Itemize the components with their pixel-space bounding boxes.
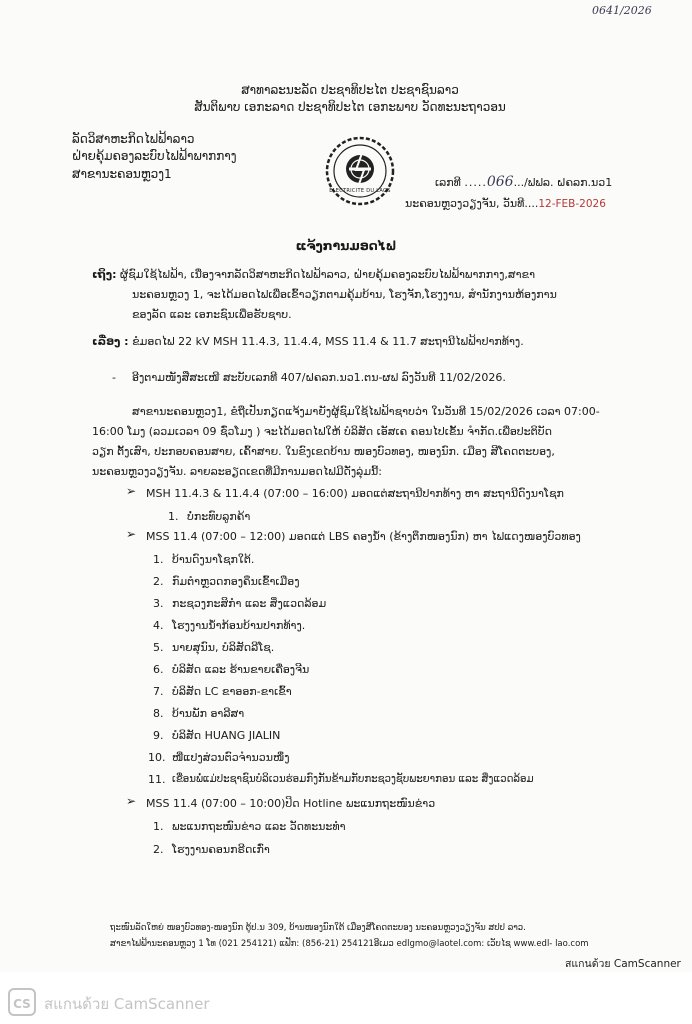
date-stamp: 12-FEB-2026 [538,198,606,210]
list-item: ບໍ່ກະທົບລູກຄ້າ [187,510,251,523]
list-item: ບໍລິສັດ HUANG JIALIN [172,729,281,742]
list-item-number: 9. [153,729,164,742]
list-item: ນາຍສຸນົນ, ບໍລິສັດລີໂຊ. [172,641,275,654]
list-item-number: 2. [153,843,164,856]
list-item: ກະຊວງກະສິກຳ ແລະ ສິ່ງແວດລ້ອມ [172,597,327,610]
list-item-number: 2. [153,575,164,588]
scanner-watermark-small: สแกนด้วย CamScanner [565,958,681,970]
footer-address: ຖະໜົນລັດໃຫຍ່ ໜອງບົວທອງ-ໜອງນົກ ຕູ້ປ.ນ 309, ບ້ານໜອງນົກໃຕ້ ເມືອງສີໂຄດຕະບອງ ນະຄອນຫຼວງວຽງຈັນ ສປປ ລາວ. [110,923,526,933]
basis-dash: - [112,371,116,384]
ref-number-suffix: /ຟຟລ. ຝຄລກ.ນວ1 [524,176,613,189]
place-date-label: ນະຄອນຫຼວງວຽງຈັນ, ວັນທີ [405,197,525,210]
list-item: ໜີ່ແປງສ່ວນຕົວຈຳນວນໜຶ່ງ [172,751,290,764]
para-line1: ສາຂານະຄອນຫຼວງ1, ຂໍຖືເປັນກຽດແຈ້ງມາຍັງຜູ້ຊົມໃຊ້ໄຟຟ້າຊາບວ່າ ໃນວັນທີ 15/02/2026 ເວລາ 07:00- [132,405,600,418]
list-item-number: 5. [153,641,164,654]
list-item: ກົມຕຳຫຼວດກອງຄຶນເຂົ້າເມືອງ [172,575,300,588]
camscanner-logo-icon: CS [8,988,36,1016]
section-arrow-icon: ➢ [126,484,137,498]
para-line3: ວຽກ ຕັ້ງເສົາ, ປະກອບຄອນສາຍ, ເຄົ້າສາຍ. ໃນຂົງເຂດບ້ານ ໜອງບົວທອງ, ໜອງນົກ. ເມືອງ ສີໂຄດຕະບອງ, [92,445,555,458]
to-text: ຜູ້ຊົມໃຊ້ໄຟຟ້າ, ເນື່ອງຈາກລັດວິສາຫະກິດໄຟຟ້າລາວ, ຝ່າຍຄຸ້ມຄອງລະບົບໄຟຟ້າພາກກາງ,ສາຂາ [120,268,535,281]
list-item: ບ້ານພັກ ອາລີສາ [172,707,245,720]
list-item-number: 6. [153,663,164,676]
ref-number-value: 066 [486,174,514,190]
to-line [92,268,612,282]
list-item-number: 4. [153,619,164,632]
to-text-line3: ຂອງລັດ ແລະ ເອກະຊົນເພື່ອຮັບຊາບ. [132,308,292,321]
basis-text: ອີງຕາມໜັງສືສະເໜີ ສະບັບເລກທີ 407/ຝຄລກ.ນວ1.ຕນ-ຜຟ ລົງວັນທີ 11/02/2026. [132,371,506,384]
subject-label: ເລື່ອງ : [92,335,129,348]
ref-date-line: ນະຄອນຫຼວງວຽງຈັນ, ວັນທີ....12-FEB-2026 [405,197,606,210]
edl-logo-emblem [322,133,398,209]
national-header-line1: ສາທາລະນະລັດ ປະຊາທິປະໄຕ ປະຊາຊົນລາວ [241,83,459,97]
edl-logo [322,133,398,209]
list-item: ບໍລິສັດ LC ຂາອອກ-ຂາເຂົ້າ [172,685,292,698]
to-text-line2: ນະຄອນຫຼວງ 1, ຈະໄດ້ມອດໄຟເພື່ອເຂົ້າວຽກຕາມຄຸ້ມບ້ານ, ໂຮງຈັກ,ໂຮງງານ, ສຳນັກງານຫ້ອງການ [132,288,557,301]
subject-line [92,335,612,349]
list-item: ບໍລິສັດ ແລະ ຮ້ານຂາຍເຄື່ອງຈີນ [172,663,310,676]
corner-handwritten-note: 0641/2026 [592,4,652,17]
list-item-number: 1. [153,820,164,833]
ref-number-label: ເລກທີ [435,176,461,189]
subject-text: ຂໍມອດໄຟ 22 kV MSH 11.4.3, 11.4.4, MSS 11.4 & 11.7 ສະຖານີໄຟຟ້າປາກທ້າງ. [132,335,524,348]
logo-text: ELECTRICITE DU LAOS [329,188,391,194]
list-item-number: 1. [153,553,164,566]
footer-contact: ສາຂາໄຟຟ້ານະຄອນຫຼວງ 1 ໂທ (021 254121) ແຟັກ: (856-21) 254121ອີເມວ edlgmo@laotel.com: ເວັບໄຊ www.edl- lao.com [110,939,589,949]
org-line2: ຝ່າຍຄຸ້ມຄອງລະບົບໄຟຟ້າພາກກາງ [72,149,237,163]
to-label: ເຖິງ: [92,268,117,281]
list-item-number: 1. [168,510,179,523]
list-item: ບ້ານດົງນາໂຊກໃຕ້. [172,553,255,566]
list-item-number: 3. [153,597,164,610]
list-item-number: 11. [148,773,166,786]
org-line3: ສາຂານະຄອນຫຼວງ1 [72,167,172,181]
scanner-watermark-large: สแกนด้วย CamScanner [44,995,210,1013]
section-title: MSS 11.4 (07:00 – 10:00)ປິດ Hotline ພະແນກຖະໜົນຂ່າວ [146,797,436,810]
list-item: ພະແນກຖະໜົນຂ່າວ ແລະ ວັດທະນະທຳ [172,820,346,833]
list-item: ໂຮງງານຄອນກຣີດເກົ່າ [172,843,270,856]
org-line1: ລັດວິສາຫະກິດໄຟຟ້າລາວ [72,132,195,146]
para-line2: 16:00 ໂມງ (ລວມເວລາ 09 ຊົ່ວໂມງ ) ຈະໄດ້ມອດໄຟໃຫ້ ບໍລິສັດ ເອັສເຄ ຄອນໄປເຂັ້ນ ຈຳກັດ.ເພື່ອປະຕິບັດ [92,425,552,438]
notice-title: ແຈ້ງການມອດໄຟ [295,238,397,253]
ref-number-line: ເລກທີ .....066.../ຟຟລ. ຝຄລກ.ນວ1 [435,174,613,190]
section-title: MSS 11.4 (07:00 – 12:00) ມອດແຕ່ LBS ຄອງນ້ຳ (ຂ້າງຕຶກໜອງນົກ) ຫາ ໄຟແດງໜອງບົວທອງ [146,530,581,543]
list-item: ໂຮງງານນ້ຳກ້ອນບ້ານປາກທ້າງ. [172,619,306,632]
section-title: MSH 11.4.3 & 11.4.4 (07:00 – 16:00) ມອດແຕ່ສະຖານີປາກທ້າງ ຫາ ສະຖານີດົງນາໂຊກ [146,487,564,500]
list-item-number: 7. [153,685,164,698]
section-arrow-icon: ➢ [126,527,137,541]
list-item-number: 8. [153,707,164,720]
para-line4: ນະຄອນຫຼວງວຽງຈັນ. ລາຍລະອຽດເຂດທີ່ມີການມອດໄຟມີດັ່ງລຸ່ມນີ້: [92,465,382,478]
list-item-number: 10. [148,751,166,764]
section-arrow-icon: ➢ [126,794,137,808]
national-header-line2: ສັນຕິພາບ ເອກະລາດ ປະຊາທິປະໄຕ ເອກະພາບ ວັດທະນະຖາວອນ [194,100,506,114]
list-item: ເຂື່ອນພໍ່ແມ່ປະຊາຊົນບໍລິເວນຮ່ອມກົງກັນຂ້າມກັບກະຊວງຊັບພະຍາກອນ ແລະ ສິ່ງແວດລ້ອມ [172,774,534,785]
